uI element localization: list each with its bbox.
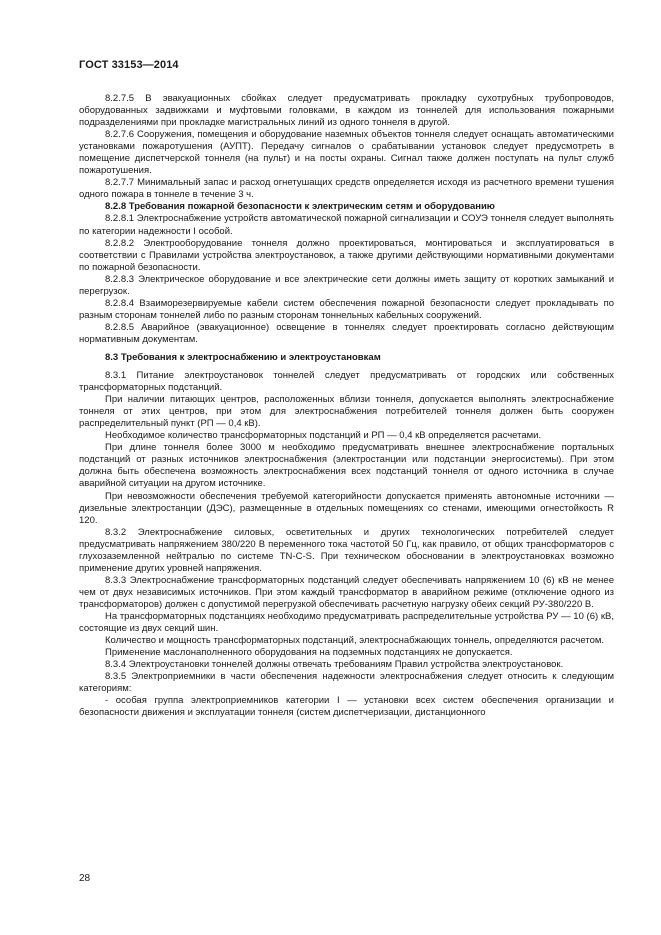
paragraph: Необходимое количество трансформаторных подстанций и РП — 0,4 кВ определяется расчетами. <box>105 430 542 442</box>
paragraph: 8.2.7.5 В эвакуационных сбойках следует предусматривать прокладку сухотрубных трубопроводов, оборудованных задвижками и муфтовыми головками, в каждом из тоннелей для использования пожарными подразделениями при прокладке магистральных линий из одного тоннеля в другой. <box>79 93 614 129</box>
paragraph: 8.2.8.3 Электрическое оборудование и все электрические сети должны иметь защиту от коротких замыканий и перегрузок. <box>79 273 614 297</box>
paragraph: 8.2.7.7 Минимальный запас и расход огнетушащих средств определяется исходя из расчетного времени тушения одного пожара в тоннеле в течение 3 ч. <box>79 177 614 201</box>
paragraph: 8.3.5 Электроприемники в части обеспечения надежности электроснабжения следует относить к следующим категориям: <box>79 671 614 695</box>
document-body <box>79 93 614 719</box>
document-header: ГОСТ 33153—2014 <box>79 59 179 71</box>
page-number: 28 <box>79 873 91 884</box>
section-heading: 8.2.8 Требования пожарной безопасности к электрическим сетям и оборудованию <box>105 201 495 213</box>
paragraph: 8.2.8.4 Взаиморезервируемые кабели систем обеспечения пожарной безопасности следует прокладывать по разным сторонам тоннелей либо по разным сторонам тоннельных кабельных сооружений. <box>79 297 614 321</box>
paragraph: 8.3.2 Электроснабжение силовых, осветительных и других технологических потребителей следует предусматривать напряжением 380/220 В переменного тока частотой 50 Гц, как правило, от общих трансформаторов с глухозаземленной нейтралью по системе TN-C-S. При техническом обосновании в электроустановках возможно применение других уровней напряжения. <box>79 526 614 574</box>
paragraph: На трансформаторных подстанциях необходимо предусматривать распределительные устройства РУ — 10 (6) кВ, состоящие из двух секций шин. <box>79 610 614 635</box>
paragraph: 8.3.3 Электроснабжение трансформаторных подстанций следует обеспечивать напряжением 10 (6) кВ не менее чем от двух независимых источников. При этом каждый трансформатор в аварийном режиме (отключение одного из трансформаторов) должен с допустимой перегрузкой обеспечивать расчетную нагрузку обеих секций РУ-380/220 В. <box>79 574 614 610</box>
paragraph: Количество и мощность трансформаторных подстанций, электроснабжающих тоннель, определяются расчетом. <box>105 635 605 647</box>
section-heading: 8.3 Требования к электроснабжению и электроустановкам <box>105 351 381 363</box>
paragraph: 8.2.8.2 Электрооборудование тоннеля должно проектироваться, монтироваться и эксплуатироваться в соответствии с Правилами устройства электроустановок, а также другими действующими нормативными документами по пожарной безопасности. <box>79 237 614 273</box>
paragraph: При невозможности обеспечения требуемой категорийности допускается применять автономные источники — дизельные электростанции (ДЭС), размещенные в отдельных помещениях со стенами, имеющими огнестойкость R 120. <box>79 490 614 526</box>
paragraph: - особая группа электроприемников категории I — установки всех систем обеспечения организации и безопасности движения и эксплуатации тоннеля (систем диспетчеризации, дистанционного <box>79 695 614 719</box>
paragraph: 8.3.1 Питание электроустановок тоннелей следует предусматривать от городских или собственных трансформаторных подстанций. <box>79 370 614 394</box>
paragraph: 8.3.4 Электроустановки тоннелей должны отвечать требованиям Правил устройства электроустановок. <box>105 659 564 671</box>
paragraph: При длине тоннеля более 3000 м необходимо предусматривать внешнее электроснабжение портальных подстанций от разных источников электроснабжения (электростанции или подстанции энергосистемы). При этом должна быть обеспечена возможность электроснабжения всех подстанций тоннеля от одного источника в случае аварийной ситуации на другом источнике. <box>79 442 614 490</box>
paragraph: При наличии питающих центров, расположенных вблизи тоннеля, допускается выполнять электроснабжение тоннеля от этих центров, при этом для электроснабжения потребителей тоннеля должен быть сооружен распределительный пункт (РП — 0,4 кВ). <box>79 394 614 430</box>
paragraph: 8.2.8.1 Электроснабжение устройств автоматической пожарной сигнализации и СОУЭ тоннеля следует выполнять по категории надежности I особой. <box>79 213 614 237</box>
paragraph: 8.2.7.6 Сооружения, помещения и оборудование наземных объектов тоннеля следует оснащать автоматическими установками пожаротушения (АУПТ). Передачу сигналов о срабатывании установок следует предусмотреть в помещение диспетчерской тоннеля (на пульт) и на посты охраны. Сигнал также должен поступать на пульт служб пожаротушения. <box>79 129 614 177</box>
paragraph: Применение маслонаполненного оборудования на подземных подстанциях не допускается. <box>105 647 513 659</box>
paragraph: 8.2.8.5 Аварийное (эвакуационное) освещение в тоннелях следует проектировать согласно действующим нормативным документам. <box>79 321 614 345</box>
